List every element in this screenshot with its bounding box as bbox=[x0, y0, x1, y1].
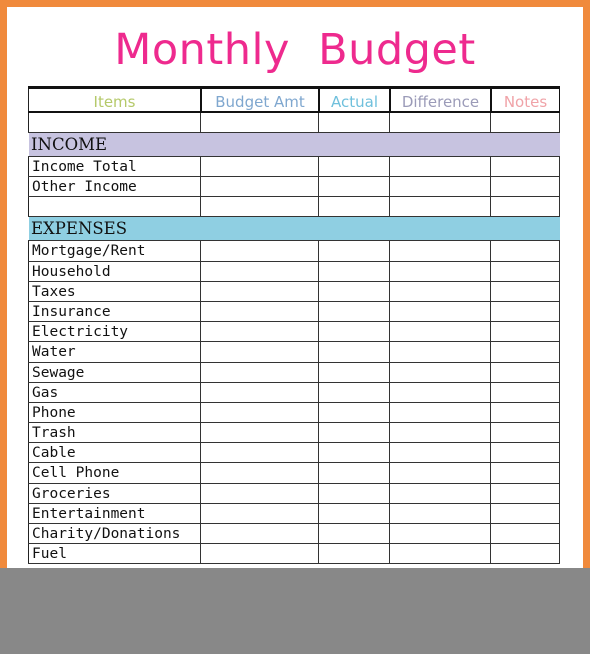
item-cell bbox=[28, 524, 200, 543]
column-header-label: Difference bbox=[401, 93, 480, 111]
item-label: Electricity bbox=[32, 324, 129, 341]
value-cell[interactable] bbox=[490, 383, 560, 402]
item-cell bbox=[28, 302, 200, 321]
column-header-notes bbox=[490, 89, 560, 111]
table-row bbox=[28, 241, 560, 261]
value-cell[interactable] bbox=[389, 302, 490, 321]
item-cell bbox=[28, 363, 200, 382]
column-header-label: Items bbox=[93, 93, 136, 111]
value-cell[interactable] bbox=[318, 177, 389, 196]
value-cell[interactable] bbox=[389, 544, 490, 563]
item-label: Gas bbox=[32, 384, 59, 401]
item-label: Phone bbox=[32, 404, 76, 421]
value-cell[interactable] bbox=[200, 113, 318, 132]
item-cell bbox=[28, 322, 200, 341]
value-cell[interactable] bbox=[318, 282, 389, 301]
value-cell[interactable] bbox=[490, 423, 560, 442]
value-cell[interactable] bbox=[200, 262, 318, 281]
item-cell bbox=[28, 383, 200, 402]
value-cell[interactable] bbox=[318, 241, 389, 260]
value-cell[interactable] bbox=[200, 544, 318, 563]
value-cell[interactable] bbox=[318, 322, 389, 341]
table-row bbox=[28, 524, 560, 544]
table-row bbox=[28, 544, 560, 564]
table-row bbox=[28, 302, 560, 322]
value-cell[interactable] bbox=[389, 113, 490, 132]
item-cell bbox=[28, 484, 200, 503]
column-header-label: Actual bbox=[331, 93, 378, 111]
column-header-actual bbox=[318, 89, 389, 111]
value-cell[interactable] bbox=[490, 463, 560, 482]
blank-row bbox=[28, 113, 560, 133]
value-cell[interactable] bbox=[200, 463, 318, 482]
value-cell[interactable] bbox=[389, 383, 490, 402]
value-cell[interactable] bbox=[318, 197, 389, 216]
value-cell[interactable] bbox=[490, 342, 560, 361]
item-cell bbox=[28, 113, 200, 132]
value-cell[interactable] bbox=[200, 383, 318, 402]
item-label: Cell Phone bbox=[32, 465, 120, 482]
value-cell[interactable] bbox=[318, 157, 389, 176]
item-cell bbox=[28, 241, 200, 260]
value-cell[interactable] bbox=[200, 363, 318, 382]
value-cell[interactable] bbox=[490, 177, 560, 196]
value-cell[interactable] bbox=[200, 197, 318, 216]
item-cell bbox=[28, 443, 200, 462]
value-cell[interactable] bbox=[389, 524, 490, 543]
section-income bbox=[28, 133, 560, 157]
value-cell[interactable] bbox=[318, 544, 389, 563]
value-cell[interactable] bbox=[318, 302, 389, 321]
item-cell bbox=[28, 504, 200, 523]
value-cell[interactable] bbox=[200, 302, 318, 321]
value-cell[interactable] bbox=[318, 484, 389, 503]
item-label: Household bbox=[32, 263, 111, 280]
item-cell bbox=[28, 282, 200, 301]
item-cell bbox=[28, 544, 200, 563]
value-cell[interactable] bbox=[200, 282, 318, 301]
table-row bbox=[28, 157, 560, 177]
value-cell[interactable] bbox=[389, 342, 490, 361]
value-cell[interactable] bbox=[318, 262, 389, 281]
item-cell bbox=[28, 403, 200, 422]
item-label: Insurance bbox=[32, 303, 111, 320]
item-label: Income Total bbox=[32, 159, 137, 175]
value-cell[interactable] bbox=[200, 403, 318, 422]
value-cell[interactable] bbox=[318, 443, 389, 462]
table-row bbox=[28, 177, 560, 197]
table-row bbox=[28, 423, 560, 443]
item-label: Taxes bbox=[32, 283, 76, 300]
table-row bbox=[28, 443, 560, 463]
value-cell[interactable] bbox=[490, 157, 560, 176]
value-cell[interactable] bbox=[389, 423, 490, 442]
item-label: Cable bbox=[32, 445, 76, 462]
value-cell[interactable] bbox=[318, 504, 389, 523]
value-cell[interactable] bbox=[318, 403, 389, 422]
blank-row bbox=[28, 197, 560, 217]
section-expenses bbox=[28, 217, 560, 241]
value-cell[interactable] bbox=[490, 197, 560, 216]
value-cell[interactable] bbox=[490, 524, 560, 543]
item-label: Entertainment bbox=[32, 505, 146, 522]
value-cell[interactable] bbox=[318, 524, 389, 543]
value-cell[interactable] bbox=[490, 484, 560, 503]
table-body bbox=[28, 113, 560, 564]
value-cell[interactable] bbox=[389, 403, 490, 422]
value-cell[interactable] bbox=[389, 262, 490, 281]
value-cell[interactable] bbox=[490, 113, 560, 132]
budget-table bbox=[28, 86, 560, 564]
value-cell[interactable] bbox=[200, 177, 318, 196]
value-cell[interactable] bbox=[200, 504, 318, 523]
budget-sheet bbox=[7, 7, 583, 568]
table-row bbox=[28, 322, 560, 342]
value-cell[interactable] bbox=[318, 423, 389, 442]
section-band bbox=[29, 133, 560, 156]
value-cell[interactable] bbox=[490, 504, 560, 523]
value-cell[interactable] bbox=[490, 262, 560, 281]
value-cell[interactable] bbox=[200, 484, 318, 503]
value-cell[interactable] bbox=[389, 157, 490, 176]
table-header-row bbox=[28, 86, 560, 113]
item-cell bbox=[28, 177, 200, 196]
table-row bbox=[28, 504, 560, 524]
value-cell[interactable] bbox=[318, 113, 389, 132]
item-cell bbox=[28, 463, 200, 482]
value-cell[interactable] bbox=[200, 342, 318, 361]
value-cell[interactable] bbox=[389, 177, 490, 196]
section-title: INCOME bbox=[31, 135, 108, 154]
item-cell bbox=[28, 157, 200, 176]
value-cell[interactable] bbox=[318, 342, 389, 361]
item-cell bbox=[28, 342, 200, 361]
item-cell bbox=[28, 262, 200, 281]
value-cell[interactable] bbox=[200, 443, 318, 462]
item-cell bbox=[28, 197, 200, 216]
item-label: Other Income bbox=[32, 179, 137, 196]
column-header-label: Budget Amt bbox=[215, 93, 305, 111]
page-title: Monthly Budget bbox=[114, 25, 476, 75]
footer-band bbox=[0, 568, 590, 654]
item-label: Fuel bbox=[32, 546, 67, 563]
value-cell[interactable] bbox=[389, 282, 490, 301]
item-label: Groceries bbox=[32, 485, 111, 502]
column-header-items bbox=[28, 89, 200, 111]
table-row bbox=[28, 282, 560, 302]
value-cell[interactable] bbox=[490, 403, 560, 422]
column-header-difference bbox=[389, 89, 490, 111]
value-cell[interactable] bbox=[490, 544, 560, 563]
value-cell[interactable] bbox=[490, 322, 560, 341]
value-cell[interactable] bbox=[490, 443, 560, 462]
value-cell[interactable] bbox=[389, 463, 490, 482]
value-cell[interactable] bbox=[490, 282, 560, 301]
value-cell[interactable] bbox=[318, 463, 389, 482]
value-cell[interactable] bbox=[389, 363, 490, 382]
value-cell[interactable] bbox=[389, 443, 490, 462]
table-row bbox=[28, 363, 560, 383]
item-cell bbox=[28, 423, 200, 442]
value-cell[interactable] bbox=[318, 363, 389, 382]
value-cell[interactable] bbox=[389, 484, 490, 503]
section-title: EXPENSES bbox=[31, 219, 128, 239]
value-cell[interactable] bbox=[200, 322, 318, 341]
item-label: Mortgage/Rent bbox=[32, 243, 146, 260]
table-row bbox=[28, 342, 560, 362]
value-cell[interactable] bbox=[200, 524, 318, 543]
column-header-budget-amt bbox=[200, 89, 318, 111]
value-cell[interactable] bbox=[490, 241, 560, 260]
value-cell[interactable] bbox=[389, 197, 490, 216]
value-cell[interactable] bbox=[200, 157, 318, 176]
table-row bbox=[28, 463, 560, 483]
item-label: Sewage bbox=[32, 364, 85, 381]
value-cell[interactable] bbox=[389, 241, 490, 260]
table-row bbox=[28, 403, 560, 423]
value-cell[interactable] bbox=[318, 383, 389, 402]
value-cell[interactable] bbox=[490, 302, 560, 321]
value-cell[interactable] bbox=[389, 322, 490, 341]
item-label: Water bbox=[32, 344, 76, 361]
item-label: Trash bbox=[32, 425, 76, 442]
value-cell[interactable] bbox=[200, 423, 318, 442]
table-row bbox=[28, 262, 560, 282]
table-row bbox=[28, 383, 560, 403]
column-header-label: Notes bbox=[503, 93, 548, 111]
value-cell[interactable] bbox=[200, 241, 318, 260]
value-cell[interactable] bbox=[389, 504, 490, 523]
value-cell[interactable] bbox=[490, 363, 560, 382]
item-label: Charity/Donations bbox=[32, 526, 181, 542]
table-row bbox=[28, 484, 560, 504]
